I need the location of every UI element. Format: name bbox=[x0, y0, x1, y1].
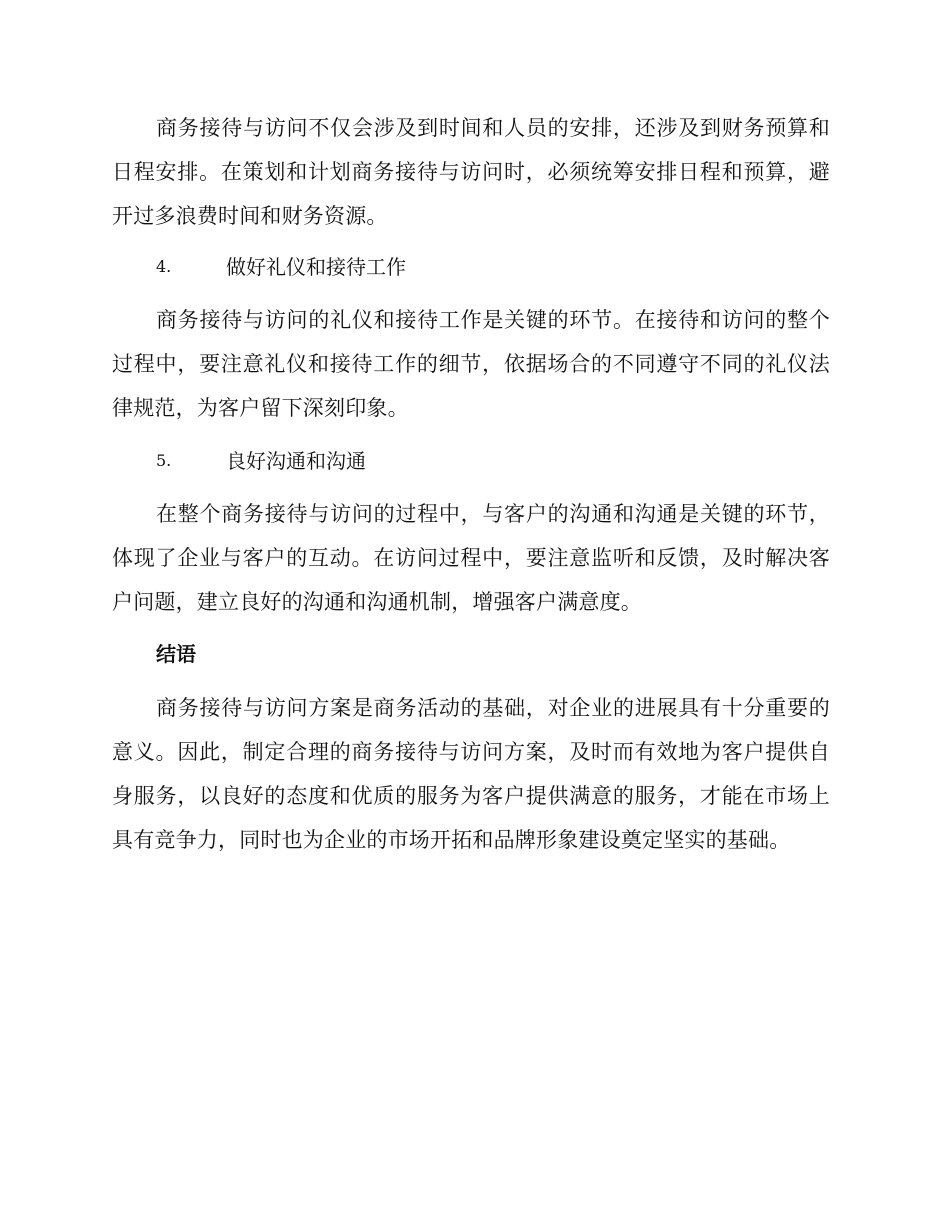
paragraph-etiquette: 商务接待与访问的礼仪和接待工作是关键的环节。在接待和访问的整个过程中，要注意礼仪和接待工作的细节，依据场合的不同遵守不同的礼仪法律规范，为客户留下深刻印象。 bbox=[112, 308, 830, 420]
list-item-label: 做好礼仪和接待工作 bbox=[226, 255, 406, 279]
paragraph-schedule-budget: 商务接待与访问不仅会涉及到时间和人员的安排，还涉及到财务预算和日程安排。在策划和计划商务接待与访问时，必须统筹安排日程和预算，避开过多浪费时间和财务资源。 bbox=[112, 116, 830, 228]
list-item-etiquette bbox=[112, 245, 830, 289]
conclusion-heading: 结语 bbox=[156, 642, 196, 666]
list-item-communication bbox=[112, 439, 830, 483]
list-item-number: 4. bbox=[156, 257, 172, 276]
list-item-label: 良好沟通和沟通 bbox=[226, 449, 366, 473]
list-item-number: 5. bbox=[156, 451, 172, 470]
paragraph-communication: 在整个商务接待与访问的过程中，与客户的沟通和沟通是关键的环节，体现了企业与客户的互动。在访问过程中，要注意监听和反馈，及时解决客户问题，建立良好的沟通和沟通机制，增强客户满意度。 bbox=[112, 502, 830, 614]
paragraph-conclusion: 商务接待与访问方案是商务活动的基础，对企业的进展具有十分重要的意义。因此，制定合理的商务接待与访问方案，及时而有效地为客户提供自身服务，以良好的态度和优质的服务为客户提供满意的服务，才能在市场上具有竞争力，同时也为企业的市场开拓和品牌形象建设奠定坚实的基础。 bbox=[112, 696, 830, 852]
